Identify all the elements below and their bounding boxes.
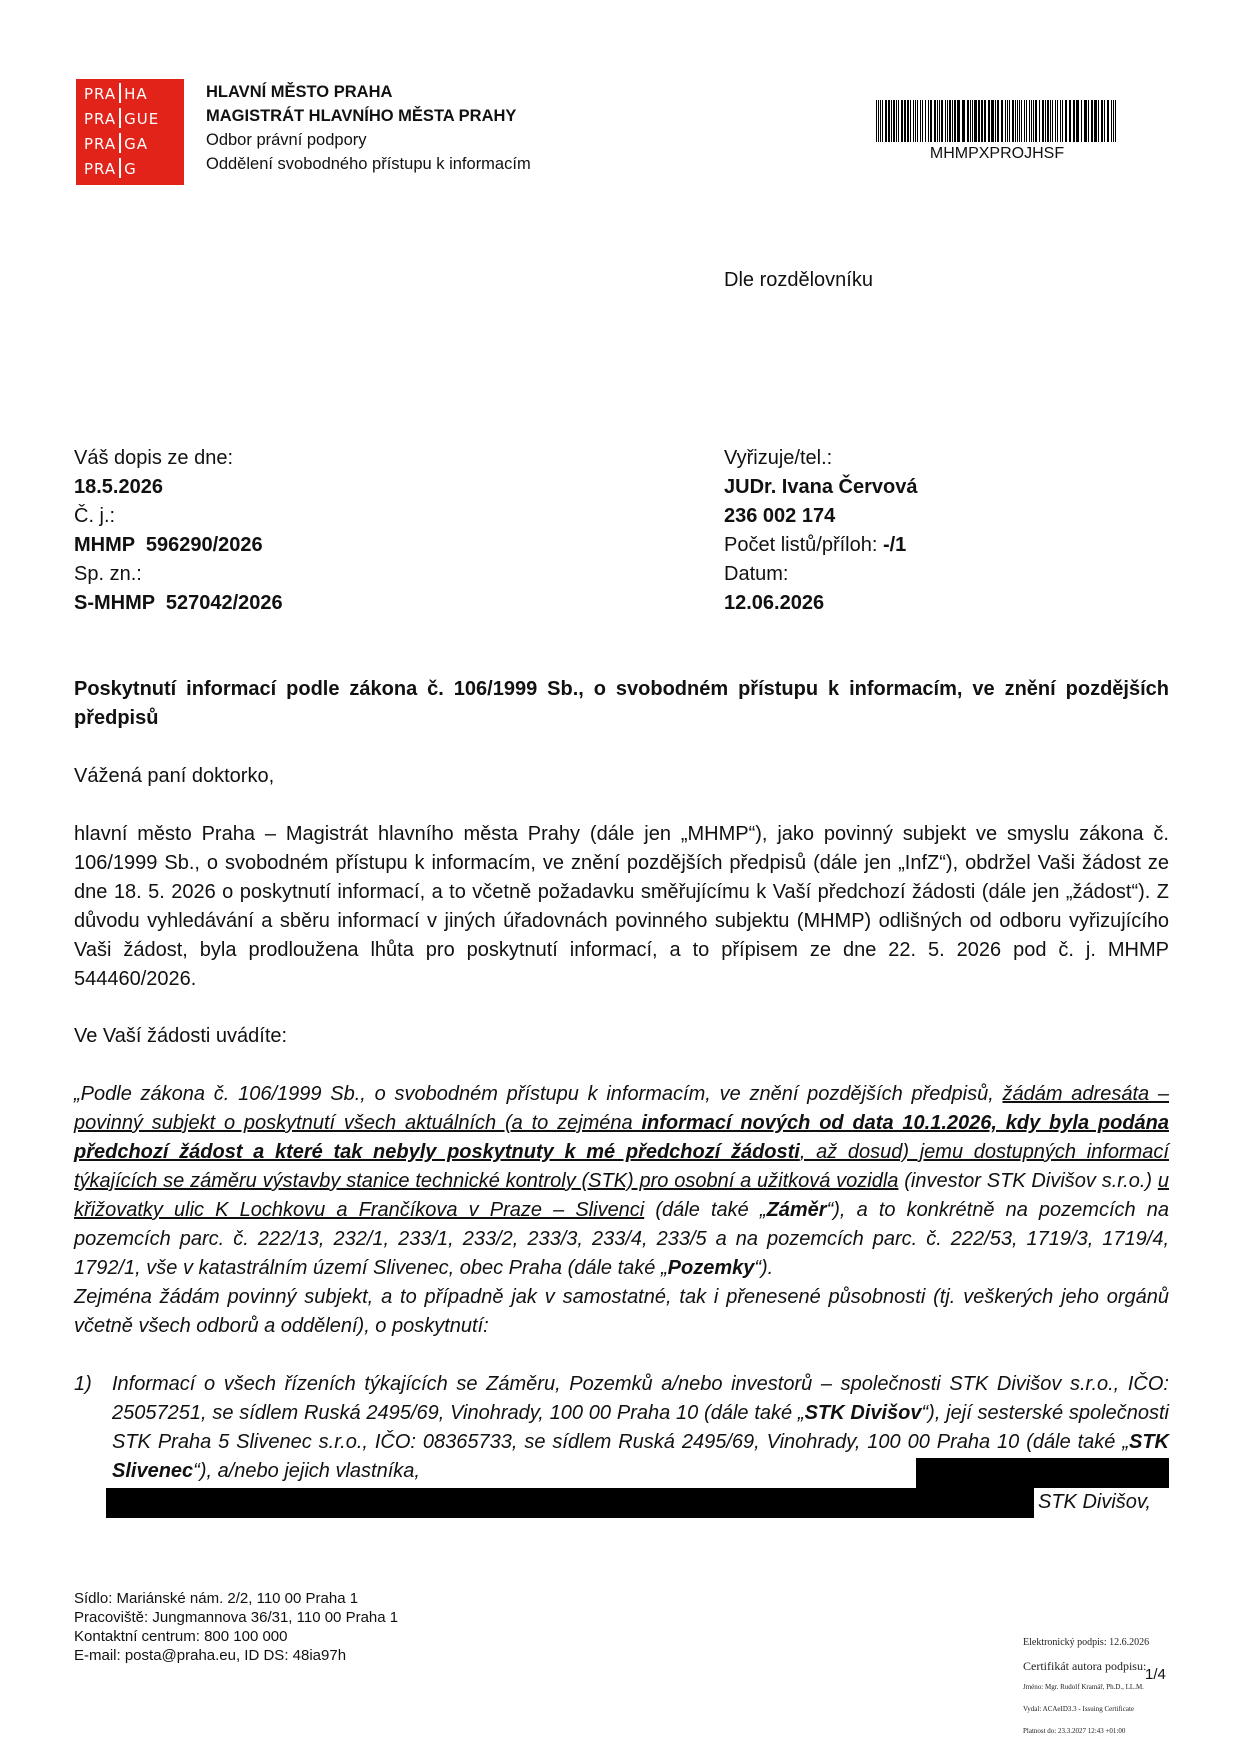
quoted-request: [74, 1080, 1169, 1341]
logo-text: PRA: [84, 135, 117, 153]
barcode-bar: [1017, 100, 1018, 142]
cj-number: MHMP 596290/2026: [74, 534, 263, 556]
barcode: [876, 100, 1118, 142]
barcode-bar: [1107, 100, 1109, 142]
barcode-bar: [1012, 100, 1014, 142]
quote-term: Záměr: [766, 1199, 827, 1221]
barcode-bar: [1001, 100, 1003, 142]
barcode-bar: [1015, 100, 1016, 142]
barcode-bar: [925, 100, 926, 142]
list-item-text: “), její sesterské společnosti STK Praha 5 Slivenec s.r.o., IČO: 08365733, se sídlem Ruská 2495/69, Vinohrady, 100 00 Praha 10 (dále také „: [112, 1402, 1169, 1453]
barcode-bar: [913, 100, 914, 142]
list-item-term: STK Slivenec: [112, 1431, 1169, 1482]
barcode-bar: [947, 100, 948, 142]
barcode-bar: [1021, 100, 1022, 142]
barcode-bar: [885, 100, 887, 142]
barcode-bar: [1062, 100, 1063, 142]
barcode-bar: [917, 100, 918, 142]
barcode-bar: [978, 100, 980, 142]
barcode-bar: [1060, 100, 1061, 142]
quote-term: Pozemky: [667, 1257, 755, 1279]
reference-right: [724, 444, 917, 618]
salutation: Vážená paní doktorko,: [74, 765, 275, 787]
barcode-bar: [1111, 100, 1112, 142]
body-paragraph: hlavní město Praha – Magistrát hlavního města Prahy (dále jen „MHMP“), jako povinný subjekt ve smyslu zákona č. 106/1999 Sb., o svobodném přístupu k informacím, ve znění pozdějších předpisů (dále jen „InfZ“), obdržel Vaši žádost ze dne 18. 5. 2026 o poskytnutí informací, a to včetně požadavku směřujícímu k Vaší předchozí žádosti (dále jen „žádost“). Z důvodu vyhledávání a sběru informací v jiných úřadovnách povinného subjektu (MHMP) odlišných od odboru vyřizujícího Vaši žádost, byla prodloužena lhůta pro poskytnutí informací, a to přípisem ze dne 22. 5. 2026 pod č. j. MHMP 544460/2026.: [74, 823, 1169, 990]
barcode-bar: [893, 100, 895, 142]
barcode-bar: [888, 100, 890, 142]
barcode-bar: [1115, 100, 1116, 142]
barcode-bar: [904, 100, 906, 142]
logo-text: GA: [124, 135, 149, 153]
logo-text: G: [124, 160, 137, 178]
barcode-bar: [1052, 100, 1053, 142]
barcode-bar: [1081, 100, 1082, 142]
barcode-bar: [1005, 100, 1006, 142]
barcode-bar: [970, 100, 971, 142]
barcode-bar: [981, 100, 983, 142]
letterhead-line-2: MAGISTRÁT HLAVNÍHO MĚSTA PRAHY: [206, 107, 517, 125]
logo-text: PRA: [84, 85, 117, 103]
pages-value: -/1: [882, 534, 907, 556]
signature-date: Elektronický podpis: 12.6.2026: [1023, 1637, 1150, 1648]
spzn-number: S-MHMP 527042/2026: [74, 592, 283, 614]
logo-text: PRA: [84, 160, 117, 178]
barcode-bar: [1055, 100, 1056, 142]
letter-date: 18.5.2026: [74, 476, 163, 498]
subject: Poskytnutí informací podle zákona č. 106/1999 Sb., o svobodném přístupu k informacím, ve znění pozdějších předpisů: [74, 678, 1169, 729]
barcode-bar: [995, 100, 996, 142]
prague-logo: [76, 79, 184, 185]
barcode-bar: [934, 100, 936, 142]
letterhead-line-4: Oddělení svobodného přístupu k informacím: [206, 155, 531, 173]
barcode-bar: [991, 100, 994, 142]
document-date: 12.06.2026: [724, 592, 825, 614]
logo-row-1: [84, 83, 148, 103]
barcode-bar: [945, 100, 946, 142]
barcode-bar: [1088, 100, 1089, 142]
barcode-bar: [937, 100, 938, 142]
barcode-bar: [1050, 100, 1051, 142]
barcode-bar: [896, 100, 897, 142]
barcode-bar: [949, 100, 951, 142]
barcode-bar: [1033, 100, 1034, 142]
barcode-bar: [1101, 100, 1103, 142]
barcode-bar: [1076, 100, 1079, 142]
barcode-bar: [974, 100, 977, 142]
barcode-bar: [1029, 100, 1030, 142]
barcode-bar: [1084, 100, 1087, 142]
quote-text: “).: [754, 1257, 774, 1279]
handler-name: JUDr. Ivana Červová: [724, 476, 918, 498]
quote-text-underlined: , až dosud) jemu dostupných informací týkajících se záměru výstavby stanice technické kontroly (STK) pro osobní a užitková vozidla: [74, 1141, 1169, 1192]
barcode-bar: [954, 100, 956, 142]
reference-left: [74, 444, 283, 618]
quote-text: (dále také „: [644, 1199, 767, 1221]
footer-line-1: Sídlo: Mariánské nám. 2/2, 110 00 Praha 1: [74, 1590, 359, 1607]
barcode-bar: [1057, 100, 1058, 142]
list-item-number: 1): [74, 1373, 92, 1395]
quote-paragraph-2: Zejména žádám povinný subjekt, a to případně jak v samostatné, tak i přenesené působnosti (tj. veškerých jeho orgánů včetně všech odborů a oddělení), o poskytnutí:: [74, 1286, 1169, 1337]
barcode-bar: [901, 100, 903, 142]
list-item-term: STK Divišov: [804, 1402, 922, 1424]
footer-line-3: Kontaktní centrum: 800 100 000: [74, 1628, 288, 1645]
barcode-bar: [907, 100, 909, 142]
barcode-bar: [1026, 100, 1027, 142]
pages-line: [724, 531, 917, 560]
logo-text: PRA: [84, 110, 117, 128]
barcode-text: MHMPXPROJHSF: [929, 145, 1065, 162]
date-label: Datum:: [724, 563, 789, 585]
barcode-bar: [898, 100, 899, 142]
quote-text: (investor STK Divišov s.r.o.): [898, 1170, 1158, 1192]
barcode-bar: [928, 100, 929, 142]
signature-issuer: Vydal: ACAeID3.3 - Issuing Certificate: [1023, 1705, 1135, 1713]
footer-line-2: Pracoviště: Jungmannova 36/31, 110 00 Praha 1: [74, 1609, 399, 1626]
pages-label: Počet listů/příloh:: [724, 534, 883, 556]
logo-text: HA: [124, 85, 148, 103]
barcode-bar: [910, 100, 911, 142]
quote-text-underlined: žádám adresáta – povinný subjekt o poskytnutí všech aktuálních (a to zejména: [74, 1083, 1169, 1134]
barcode-bar: [1098, 100, 1099, 142]
barcode-bar: [1047, 100, 1049, 142]
barcode-bar: [1065, 100, 1067, 142]
barcode-bar: [1091, 100, 1093, 142]
cj-label: Č. j.:: [74, 505, 116, 527]
barcode-bar: [920, 100, 921, 142]
barcode-bar: [1073, 100, 1075, 142]
list-item-text: Informací o všech řízeních týkajících se Záměru, Pozemků a/nebo investorů – společnosti STK Divišov s.r.o., IČO: 25057251, se sídlem Ruská 2495/69, Vinohrady, 100 00 Praha 10 (dále také „: [112, 1373, 1169, 1424]
barcode-bar: [1045, 100, 1046, 142]
barcode-bar: [1035, 100, 1037, 142]
barcode-bar: [957, 100, 960, 142]
barcode-bar: [962, 100, 965, 142]
barcode-bar: [1009, 100, 1010, 142]
barcode-bar: [939, 100, 940, 142]
barcode-bar: [878, 100, 879, 142]
letterhead-line-3: Odbor právní podpory: [206, 131, 367, 149]
barcode-bar: [1007, 100, 1008, 142]
footer-line-4: E-mail: posta@praha.eu, ID DS: 48ia97h: [74, 1647, 347, 1664]
barcode-bar: [915, 100, 916, 142]
signature-validity: Platnost do: 23.3.2027 12:43 +01:00: [1023, 1727, 1126, 1735]
footer: [74, 1589, 398, 1665]
redaction-block: [106, 1488, 1034, 1518]
logo-row-4: [84, 158, 137, 178]
barcode-bar: [952, 100, 953, 142]
barcode-bar: [1024, 100, 1025, 142]
quote-text-underlined: u křižovatky ulic K Lochkovu a Frančíkova v Praze – Slivenci: [74, 1170, 1169, 1221]
barcode-bar: [930, 100, 932, 142]
redaction-block: [916, 1458, 1169, 1488]
barcode-bar: [972, 100, 973, 142]
spzn-label: Sp. zn.:: [74, 563, 142, 585]
barcode-bar: [1039, 100, 1040, 142]
barcode-bar: [891, 100, 892, 142]
barcode-bar: [941, 100, 943, 142]
letterhead-line-1: HLAVNÍ MĚSTO PRAHA: [206, 83, 393, 101]
barcode-bar: [1042, 100, 1044, 142]
barcode-bar: [1094, 100, 1097, 142]
barcode-bar: [882, 100, 883, 142]
barcode-bar: [997, 100, 999, 142]
barcode-bar: [967, 100, 969, 142]
logo-row-2: [84, 108, 159, 128]
list-item-text: “), a/nebo jejich vlastníka,: [193, 1460, 420, 1482]
barcode-bar: [922, 100, 923, 142]
logo-text: GUE: [124, 110, 160, 128]
recipient: Dle rozdělovníku: [724, 269, 873, 291]
handler-label: Vyřizuje/tel.:: [724, 447, 833, 469]
letter-date-label: Váš dopis ze dne:: [74, 447, 233, 469]
barcode-bar: [876, 100, 877, 142]
barcode-bar: [1113, 100, 1114, 142]
letterhead: [206, 80, 531, 176]
barcode-bar: [988, 100, 990, 142]
list-item-tail: STK Divišov,: [1038, 1491, 1151, 1513]
barcode-bar: [1104, 100, 1105, 142]
page-number: 1/4: [1145, 1666, 1166, 1683]
signature-cert-label: Certifikát autora podpisu:: [1023, 1659, 1147, 1673]
signature-name: Jméno: Mgr. Rudolf Kramář, Ph.D., LL.M.: [1023, 1683, 1144, 1691]
barcode-bar: [1031, 100, 1032, 142]
barcode-bar: [984, 100, 986, 142]
barcode-bar: [1069, 100, 1071, 142]
quote-text: „Podle zákona č. 106/1999 Sb., o svobodném přístupu k informacím, ve znění pozdějších předpisů,: [74, 1083, 1003, 1105]
request-intro: Ve Vaší žádosti uvádíte:: [74, 1025, 288, 1047]
barcode-bar: [880, 100, 881, 142]
barcode-bar: [1019, 100, 1020, 142]
quote-text: “), a to konkrétně na pozemcích na pozemcích parc. č. 222/13, 232/1, 233/1, 233/2, 233/3, 233/4, 233/5 a na pozemcích parc. č. 222/53, 1719/3, 1719/4, 1792/1, vše v katastrálním území Slivenec, obec Praha (dále také „: [74, 1199, 1170, 1279]
quote-text-emphasis: informací nových od data 10.1.2026, kdy byla podána předchozí žádost a které tak nebyly poskytnuty k mé předchozí žádosti: [74, 1112, 1169, 1163]
handler-phone: 236 002 174: [724, 505, 836, 527]
logo-row-3: [84, 133, 148, 153]
